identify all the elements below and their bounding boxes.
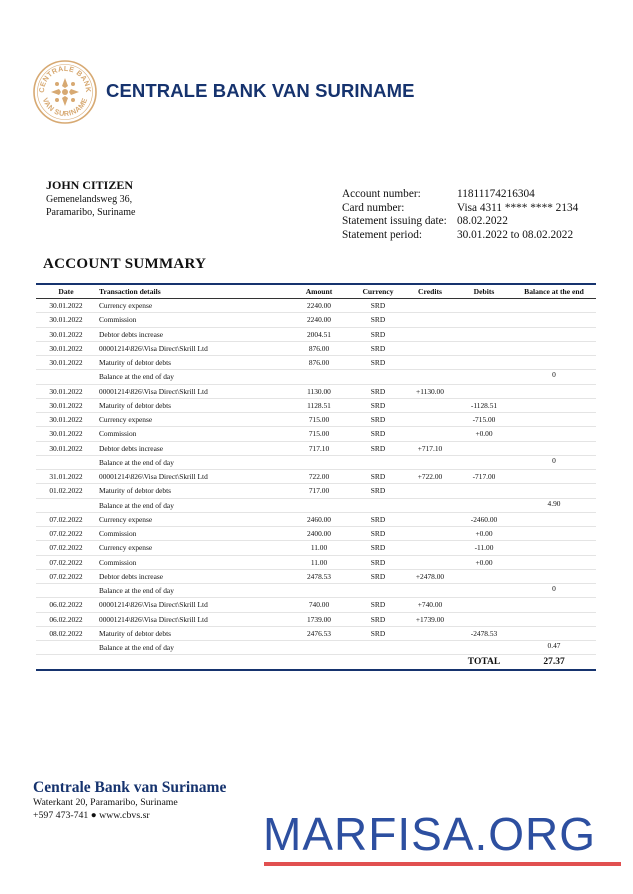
- card-number-row: [342, 202, 578, 216]
- cell-balance: 0: [552, 370, 556, 380]
- cell-credit: +1130.00: [416, 386, 444, 396]
- cell-debit: +0.00: [475, 529, 493, 539]
- cell-balance: [512, 356, 596, 370]
- cell-balance: [512, 541, 596, 555]
- cell-credit: [404, 498, 456, 512]
- table-row: [36, 484, 596, 498]
- cell-credit: [404, 398, 456, 412]
- cell-details: Currency expense: [99, 301, 153, 311]
- cell-currency: SRD: [370, 400, 386, 410]
- cell-debit: [456, 327, 512, 341]
- cell-date: 30.01.2022: [49, 315, 83, 325]
- end-of-day-balance-row: [36, 370, 596, 384]
- cell-debit: [456, 384, 512, 398]
- table-row: [36, 398, 596, 412]
- cell-debit: -717.00: [472, 472, 496, 482]
- client-address-line2: Paramaribo, Suriname: [46, 207, 136, 218]
- cell-balance: [512, 327, 596, 341]
- cell-date: 06.02.2022: [49, 600, 83, 610]
- logo-text-bottom: VAN SURINAME: [40, 96, 90, 119]
- cell-amount: 2400.00: [306, 529, 332, 539]
- footer-address: Waterkant 20, Paramaribo, Suriname: [33, 797, 178, 808]
- cell-balance: [512, 413, 596, 427]
- column-header-credits: Credits: [404, 284, 456, 299]
- cell-amount: 1739.00: [306, 614, 332, 624]
- cell-details: Maturity of debtor debts: [99, 628, 172, 638]
- cell-date: [36, 641, 96, 655]
- cell-balance: 0: [552, 455, 556, 465]
- cell-debit: [456, 299, 512, 313]
- cell-currency: SRD: [370, 514, 386, 524]
- cell-amount: 2478.53: [306, 571, 332, 581]
- account-summary-title: ACCOUNT SUMMARY: [43, 256, 207, 272]
- cell-currency: SRD: [370, 386, 386, 396]
- cell-credit: [404, 327, 456, 341]
- table-row: [36, 413, 596, 427]
- cell-date: 30.01.2022: [49, 443, 83, 453]
- cell-balance: [512, 626, 596, 640]
- table-row: [36, 569, 596, 583]
- table-row: [36, 470, 596, 484]
- cell-debit: [456, 584, 512, 598]
- account-number-row: [342, 188, 578, 202]
- cell-credit: [404, 541, 456, 555]
- table-row: [36, 541, 596, 555]
- account-number-label: Account number:: [342, 188, 421, 200]
- client-name: JOHN CITIZEN: [46, 178, 134, 192]
- column-header-currency: Currency: [352, 284, 404, 299]
- cell-date: [36, 455, 96, 469]
- cell-details: 00001214\826\Visa Direct\Skrill Ltd: [99, 600, 208, 610]
- cell-balance: [512, 527, 596, 541]
- cell-amount: 2240.00: [306, 301, 332, 311]
- footer-bank-name: Centrale Bank van Suriname: [33, 779, 227, 796]
- cell-credit: [404, 641, 456, 655]
- total-label: TOTAL: [467, 657, 501, 668]
- cell-amount: 11.00: [310, 543, 328, 553]
- cell-debit: [456, 612, 512, 626]
- cell-balance: [512, 299, 596, 313]
- cell-date: 07.02.2022: [49, 529, 83, 539]
- cell-currency: [352, 584, 404, 598]
- cell-currency: [352, 498, 404, 512]
- cell-debit: -11.00: [474, 543, 494, 553]
- cell-details: Currency expense: [99, 543, 153, 553]
- cell-amount: 1128.51: [307, 400, 331, 410]
- table-row: [36, 512, 596, 526]
- cell-date: 31.01.2022: [49, 472, 83, 482]
- column-header-amount: Amount: [286, 284, 352, 299]
- cell-currency: SRD: [370, 529, 386, 539]
- cell-balance: 0: [552, 584, 556, 593]
- cell-details: Commission: [99, 557, 137, 567]
- cell-amount: 722.00: [308, 472, 330, 482]
- statement-period-value: 30.01.2022 to 08.02.2022: [457, 228, 574, 241]
- cell-debit: [456, 441, 512, 455]
- cell-debit: [456, 455, 512, 469]
- cell-details: Commission: [99, 529, 137, 539]
- bank-title: CENTRALE BANK VAN SURINAME: [106, 80, 415, 101]
- bank-seal-logo: [33, 60, 97, 124]
- cell-currency: SRD: [370, 329, 386, 339]
- cell-details: Debtor debts increase: [99, 571, 164, 581]
- cell-amount: 717.00: [308, 486, 330, 496]
- cell-amount: [286, 584, 352, 598]
- cell-date: 07.02.2022: [49, 514, 83, 524]
- cell-balance: [512, 398, 596, 412]
- cell-balance: [512, 569, 596, 583]
- column-header-date: Date: [36, 284, 96, 299]
- cell-details: Maturity of debtor debts: [99, 358, 172, 368]
- cell-credit: [404, 584, 456, 598]
- cell-amount: 876.00: [308, 343, 330, 353]
- cell-credit: [404, 299, 456, 313]
- cell-credit: [404, 370, 456, 384]
- table-row: [36, 441, 596, 455]
- cell-currency: [352, 370, 404, 384]
- cell-details: Currency expense: [99, 514, 153, 524]
- issuing-date-label: Statement issuing date:: [342, 215, 447, 227]
- cell-details: Maturity of debtor debts: [99, 400, 172, 410]
- table-row: [36, 341, 596, 355]
- cell-date: 30.01.2022: [49, 358, 83, 368]
- table-row: [36, 555, 596, 569]
- table-row: [36, 356, 596, 370]
- cell-amount: 717.10: [308, 443, 330, 453]
- cell-credit: [404, 527, 456, 541]
- cell-debit: [456, 370, 512, 384]
- end-of-day-balance-row: [36, 641, 596, 655]
- table-row: [36, 626, 596, 640]
- cell-details: Debtor debts increase: [99, 329, 164, 339]
- cell-debit: -2460.00: [470, 514, 498, 524]
- watermark-underline: [264, 862, 621, 866]
- cell-credit: +722.00: [417, 472, 443, 482]
- cell-balance: [512, 555, 596, 569]
- cell-credit: [404, 341, 456, 355]
- cell-date: 08.02.2022: [49, 628, 83, 638]
- cell-details: Balance at the end of day: [99, 586, 174, 596]
- cell-date: 30.01.2022: [49, 329, 83, 339]
- end-of-day-balance-row: [36, 455, 596, 469]
- cell-details: Commission: [99, 315, 137, 325]
- cell-debit: [456, 498, 512, 512]
- cell-credit: [404, 555, 456, 569]
- total-value: 27.37: [543, 657, 565, 668]
- cell-amount: 876.00: [308, 358, 330, 368]
- cell-date: 30.01.2022: [49, 343, 83, 353]
- cell-date: 30.01.2022: [49, 400, 83, 410]
- cell-credit: [404, 512, 456, 526]
- client-block: [46, 178, 135, 219]
- cell-credit: +2478.00: [415, 571, 445, 581]
- transactions-table: [36, 283, 596, 671]
- cell-details: Balance at the end of day: [99, 457, 174, 467]
- cell-amount: [286, 455, 352, 469]
- cell-date: 07.02.2022: [49, 571, 83, 581]
- cell-date: 01.02.2022: [49, 486, 83, 496]
- cell-currency: SRD: [370, 557, 386, 567]
- cell-amount: [286, 498, 352, 512]
- cell-currency: [352, 455, 404, 469]
- cell-balance: 4.90: [547, 498, 561, 508]
- watermark-text: MARFISA.ORG: [263, 808, 597, 860]
- card-number-label: Card number:: [342, 201, 405, 214]
- cell-currency: SRD: [370, 343, 386, 353]
- cell-details: 00001214\826\Visa Direct\Skrill Ltd: [99, 614, 208, 624]
- footer-contact: +597 473-741 ● www.cbvs.sr: [33, 809, 150, 821]
- end-of-day-balance-row: [36, 584, 596, 598]
- table-row: [36, 384, 596, 398]
- cell-amount: 740.00: [308, 600, 330, 610]
- table-row: [36, 313, 596, 327]
- cell-details: 00001214\826\Visa Direct\Skrill Ltd: [99, 472, 208, 482]
- cell-credit: +717.10: [417, 443, 443, 453]
- client-address-line1: Gemenelandsweg 36,: [46, 194, 133, 205]
- cell-amount: 11.00: [310, 557, 328, 567]
- cell-currency: SRD: [370, 600, 386, 610]
- table-row: [36, 527, 596, 541]
- cell-date: 07.02.2022: [49, 543, 83, 553]
- issuing-date-row: [342, 215, 578, 229]
- cell-amount: [286, 641, 352, 655]
- issuing-date-value: 08.02.2022: [457, 215, 508, 227]
- cell-balance: [512, 612, 596, 626]
- cell-currency: SRD: [370, 472, 386, 482]
- cell-currency: SRD: [370, 443, 386, 453]
- cell-credit: [404, 455, 456, 469]
- cell-amount: 2004.51: [306, 329, 332, 339]
- footer: [33, 779, 226, 822]
- cell-currency: SRD: [370, 571, 386, 581]
- table-row: [36, 598, 596, 612]
- cell-date: 06.02.2022: [49, 614, 83, 624]
- card-number-value: Visa 4311 **** **** 2134: [457, 201, 579, 214]
- cell-details: Balance at the end of day: [99, 372, 174, 382]
- table-row: [36, 612, 596, 626]
- column-header-balance: Balance at the end: [512, 284, 596, 299]
- cell-amount: 2476.53: [306, 628, 332, 638]
- cell-details: Debtor debts increase: [99, 443, 164, 453]
- end-of-day-balance-row: [36, 498, 596, 512]
- account-info: [342, 188, 578, 242]
- cell-currency: SRD: [370, 429, 386, 439]
- cell-credit: +1739.00: [415, 614, 445, 624]
- cell-balance: [512, 470, 596, 484]
- cell-balance: [512, 427, 596, 441]
- cell-currency: SRD: [370, 315, 386, 325]
- cell-currency: SRD: [370, 486, 386, 496]
- cell-credit: [404, 313, 456, 327]
- cell-credit: [404, 484, 456, 498]
- total-row: [36, 655, 596, 671]
- cell-credit: [404, 356, 456, 370]
- cell-debit: -1128.51: [470, 400, 498, 410]
- cell-amount: 1130.00: [307, 386, 331, 396]
- cell-debit: [456, 313, 512, 327]
- logo-text-top: CENTRALE BANK: [36, 63, 94, 94]
- column-header-debits: Debits: [456, 284, 512, 299]
- cell-date: 30.01.2022: [49, 301, 83, 311]
- cell-currency: SRD: [370, 358, 386, 368]
- account-number-value: 11811174216304: [457, 188, 535, 200]
- cell-details: 00001214\826\Visa Direct\Skrill Ltd: [99, 386, 208, 396]
- cell-debit: [456, 356, 512, 370]
- cell-balance: [512, 484, 596, 498]
- cell-details: Balance at the end of day: [99, 643, 174, 653]
- cell-credit: +740.00: [417, 600, 443, 610]
- cell-details: Balance at the end of day: [99, 500, 174, 510]
- cell-amount: 715.00: [308, 429, 330, 439]
- cell-balance: [512, 313, 596, 327]
- cell-balance: [512, 598, 596, 612]
- table-header-row: [36, 284, 596, 299]
- cell-date: [36, 498, 96, 512]
- cell-debit: +0.00: [475, 557, 493, 567]
- cell-balance: 0.47: [547, 641, 561, 650]
- table-row: [36, 327, 596, 341]
- cell-amount: [286, 370, 352, 384]
- cell-date: 30.01.2022: [49, 386, 83, 396]
- cell-balance: [512, 441, 596, 455]
- column-header-details: Transaction details: [96, 284, 286, 299]
- statement-period-row: [342, 229, 578, 243]
- cell-details: Currency expense: [99, 415, 153, 425]
- cell-date: 30.01.2022: [49, 429, 83, 439]
- cell-debit: [456, 569, 512, 583]
- cell-currency: [352, 641, 404, 655]
- cell-debit: +0.00: [475, 429, 493, 439]
- cell-date: [36, 584, 96, 598]
- cell-debit: [456, 598, 512, 612]
- cell-currency: SRD: [370, 543, 386, 553]
- table-row: [36, 299, 596, 313]
- table-row: [36, 427, 596, 441]
- cell-credit: [404, 427, 456, 441]
- cell-currency: SRD: [370, 614, 386, 624]
- statement-period-label: Statement period:: [342, 228, 422, 241]
- cell-debit: [456, 641, 512, 655]
- cell-amount: 2240.00: [306, 315, 332, 325]
- cell-amount: 715.00: [308, 415, 330, 425]
- cell-credit: [404, 413, 456, 427]
- cell-balance: [512, 341, 596, 355]
- cell-date: 07.02.2022: [49, 557, 83, 567]
- cell-currency: SRD: [370, 415, 386, 425]
- cell-credit: [404, 626, 456, 640]
- cell-debit: [456, 341, 512, 355]
- cell-details: Commission: [99, 429, 137, 439]
- cell-balance: [512, 384, 596, 398]
- cell-debit: [456, 484, 512, 498]
- cell-balance: [512, 512, 596, 526]
- cell-debit: -715.00: [472, 415, 496, 425]
- cell-currency: SRD: [370, 628, 386, 638]
- cell-date: 30.01.2022: [49, 415, 83, 425]
- cell-details: Maturity of debtor debts: [99, 486, 172, 496]
- cell-amount: 2460.00: [306, 514, 332, 524]
- cell-debit: -2478.53: [470, 628, 498, 638]
- cell-currency: SRD: [370, 301, 386, 311]
- cell-date: [36, 370, 96, 384]
- cell-details: 00001214\826\Visa Direct\Skrill Ltd: [99, 343, 208, 353]
